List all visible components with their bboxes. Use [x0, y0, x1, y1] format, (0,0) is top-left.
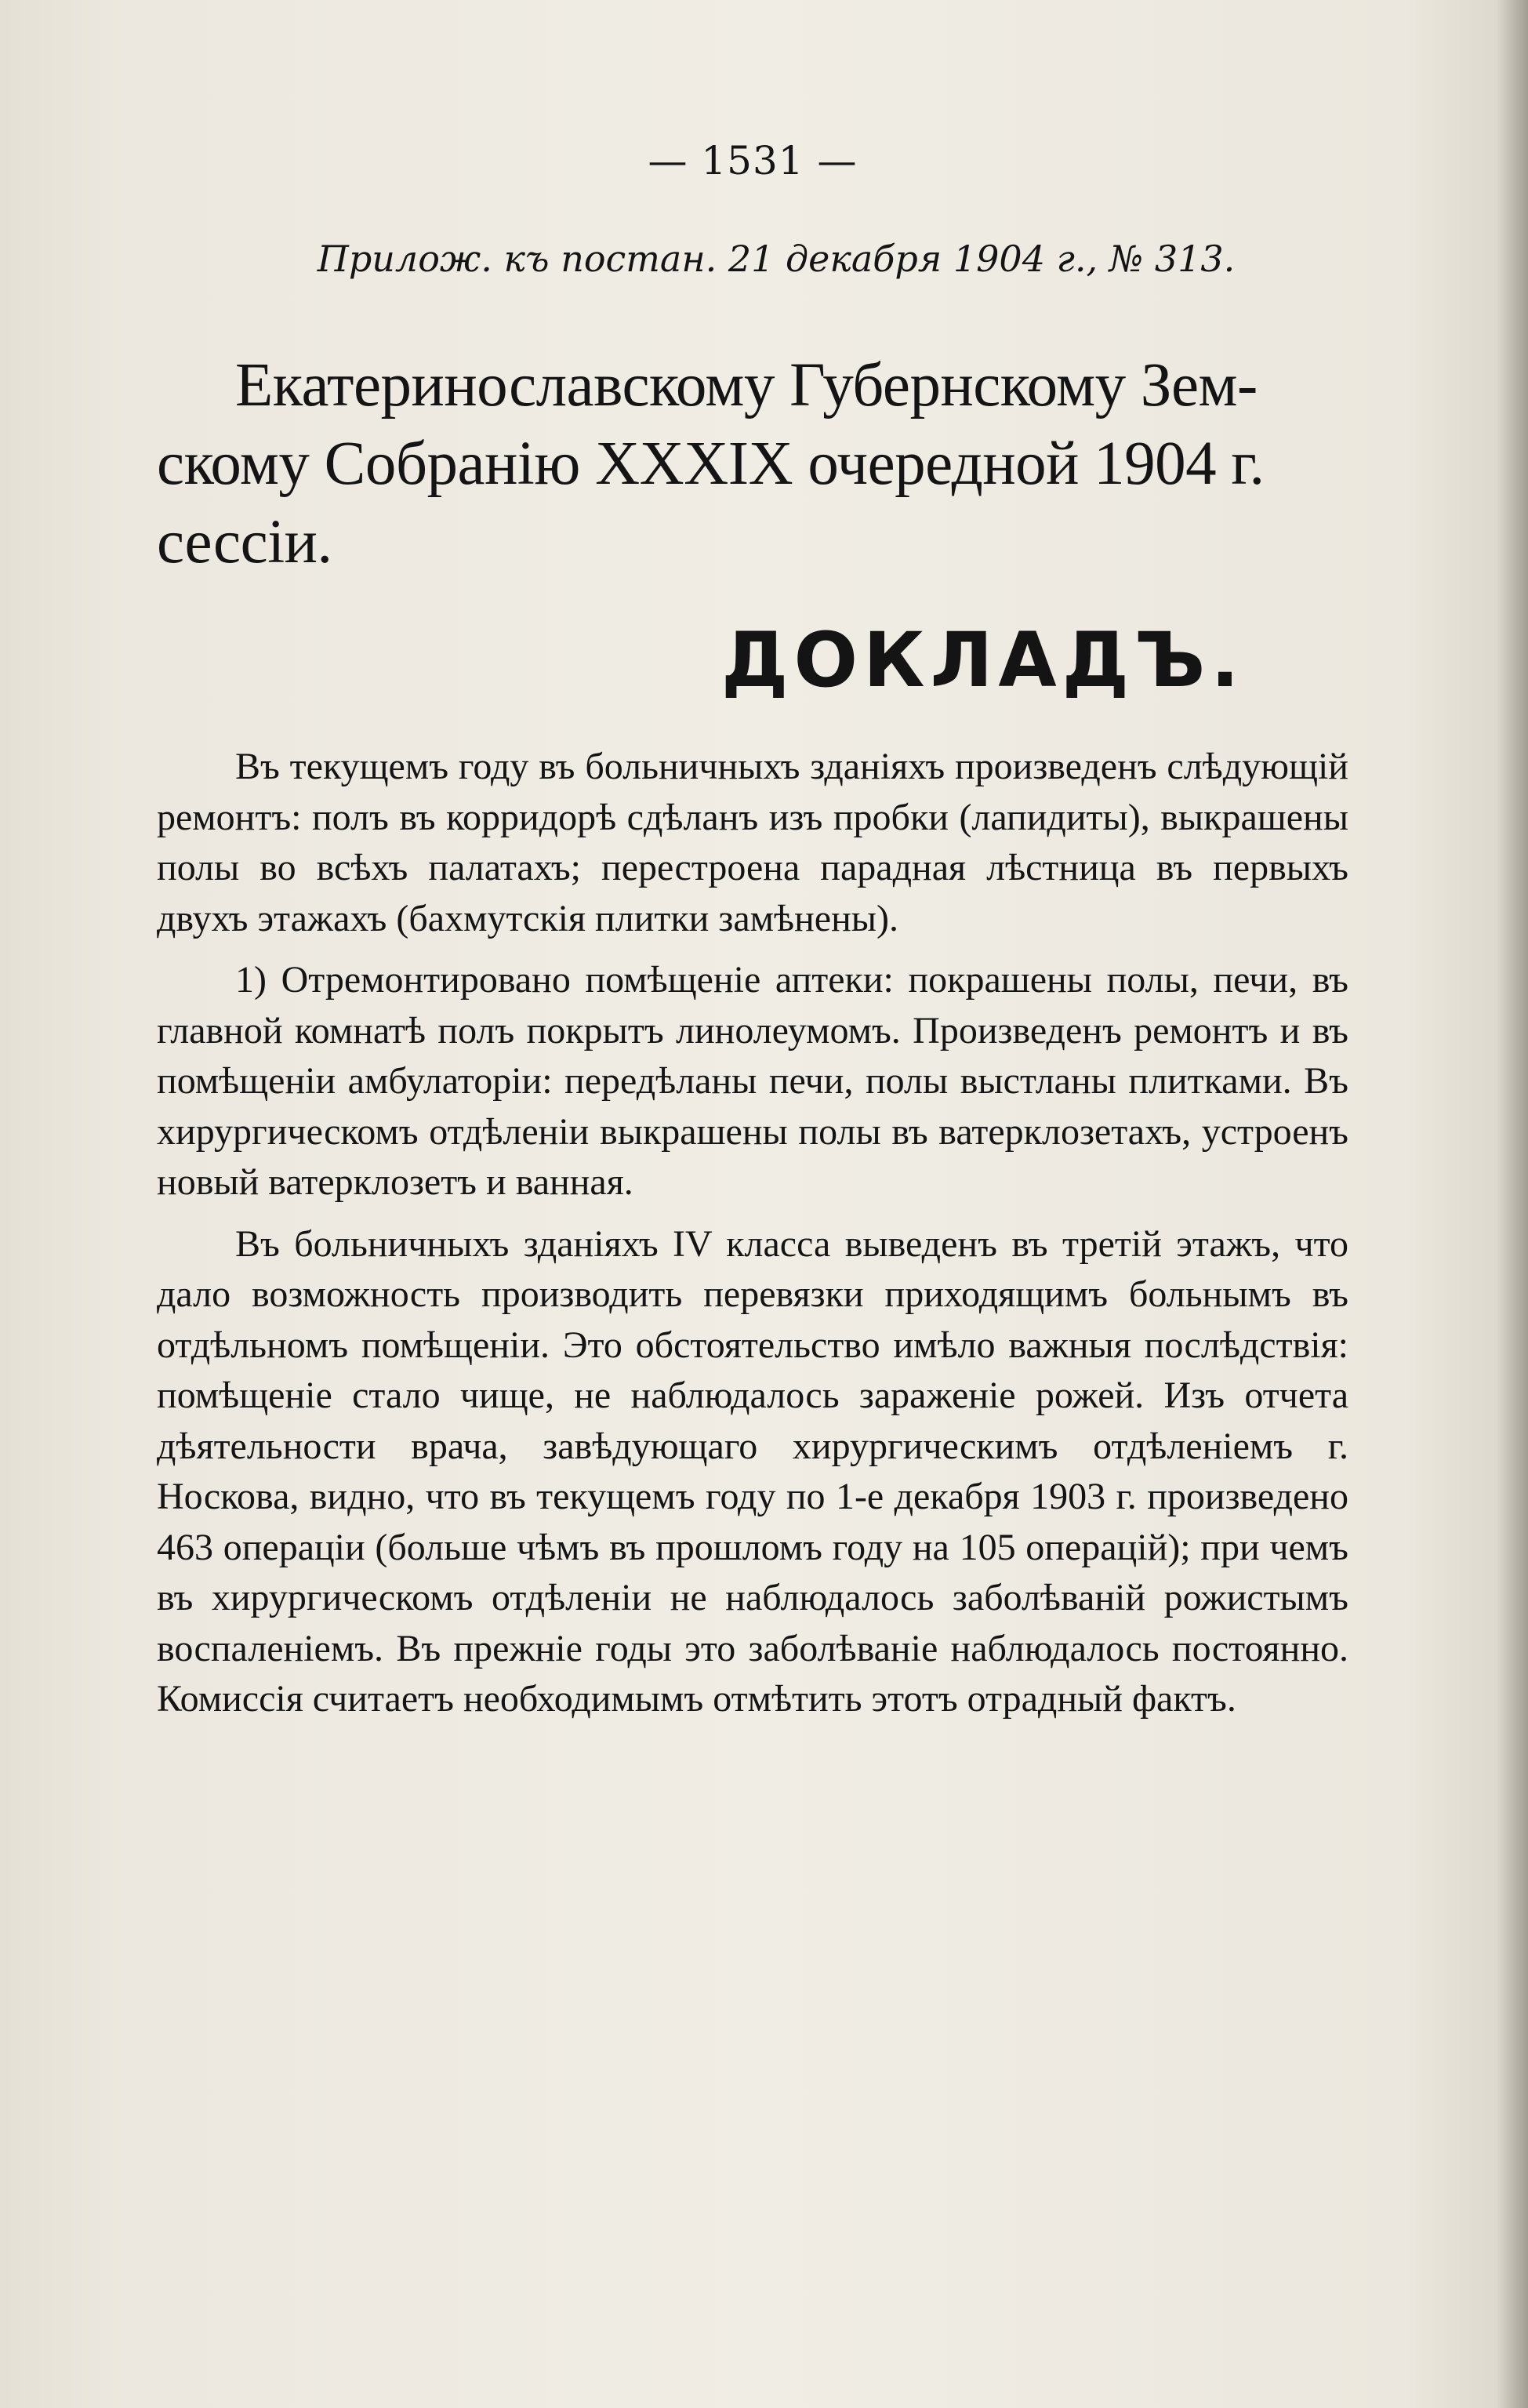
paragraph-1: Въ текущемъ году въ больничныхъ зданiяхъ произведенъ слѣдующiй ремонтъ: полъ въ корридорѣ сдѣланъ изъ пробки (лапидиты), выкрашены полы во всѣхъ палатахъ; перестроена парадная лѣстница въ первыхъ двухъ этажахъ (бахмутскiя плитки замѣнены). [157, 746, 1348, 939]
paragraph-2: 1) Отремонтировано помѣщенiе аптеки: покрашены полы, печи, въ главной комнатѣ полъ покрытъ линолеумомъ. Произведенъ ремонтъ и въ помѣщенiи амбулаторiи: передѣланы печи, полы выстланы плитками. Въ хирургическомъ отдѣленiи выкрашены полы въ ватерклозетахъ, устроенъ новый ватерклозетъ и ванная. [157, 959, 1348, 1203]
page-edge-shadow [1497, 0, 1528, 2408]
report-title: ДОКЛАДЪ. [721, 616, 1245, 704]
heading-line-2: скому Собранiю XXXIX очередной 1904 г. [157, 430, 1265, 498]
heading-line-3: сессiи. [157, 508, 332, 576]
page-number: — 1531 — [648, 138, 858, 183]
document-heading [157, 347, 1348, 582]
paragraph-3: Въ больничныхъ зданiяхъ IV класса выведенъ въ третiй этажъ, что дало возможность производить перевязки приходящимъ больнымъ въ отдѣльномъ помѣщенiи. Это обстоятельство имѣло важныя послѣдствiя: помѣщенiе стало чище, не наблюдалось зараженiе рожей. Изъ отчета дѣятельности врача, завѣдующаго хирургическимъ отдѣленiемъ г. Носкова, видно, что въ текущемъ году по 1-е декабря 1903 г. произведено 463 операцiи (больше чѣмъ въ прошломъ году на 105 операцiй); при чемъ въ хирургическомъ отдѣленiи не наблюдалось заболѣванiй рожистымъ воспаленiемъ. Въ прежнiе годы это заболѣванiе наблюдалось постоянно. Комиссiя считаетъ необходимымъ отмѣтить этотъ отрадный фактъ. [157, 1222, 1348, 1720]
heading-line-1: Екатеринославскому Губернскому Зем- [235, 351, 1258, 419]
page-text [157, 133, 1348, 1725]
appendix-reference: Прилож. къ постан. 21 декабря 1904 г., № 313. [317, 238, 1236, 280]
